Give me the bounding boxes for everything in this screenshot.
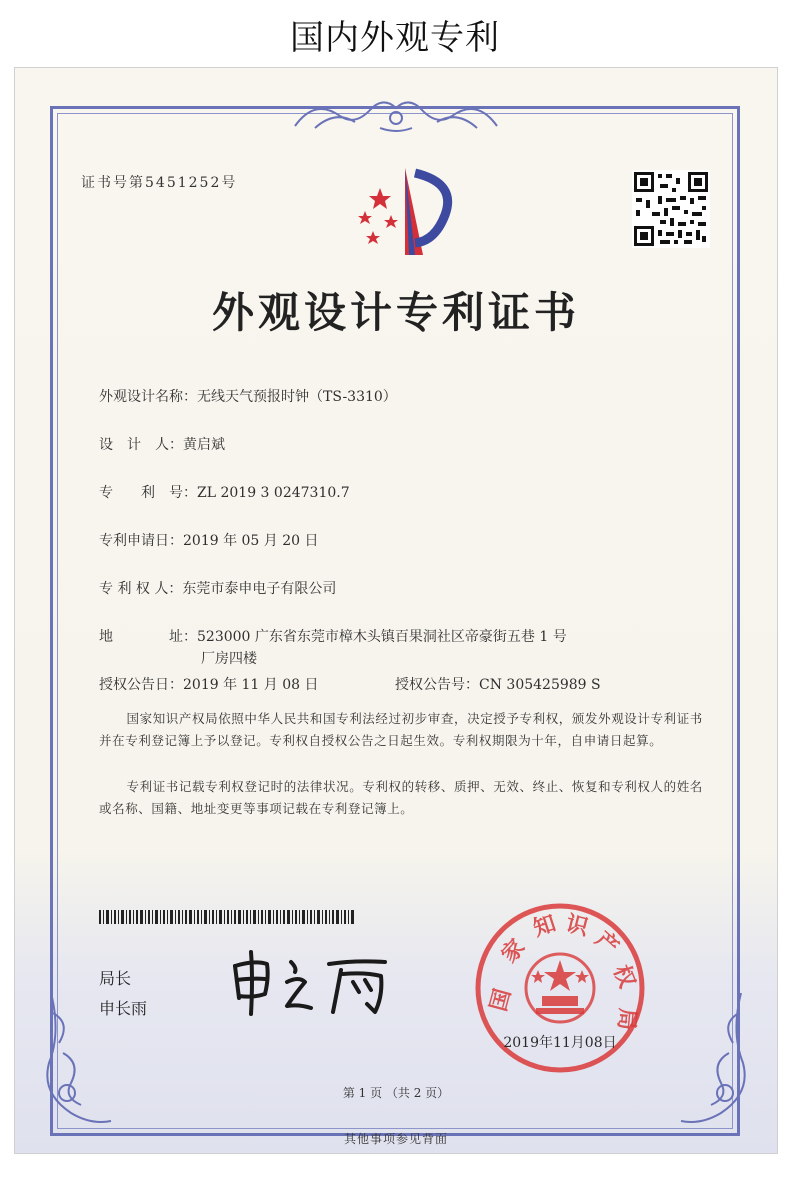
filing-date-value: 2019 年 05 月 20 日 xyxy=(183,533,319,549)
patent-certificate xyxy=(14,67,778,1154)
address-value-line2: 厂房四楼 xyxy=(201,651,257,667)
svg-text:局: 局 xyxy=(612,1006,641,1032)
designer-value: 黄启斌 xyxy=(183,437,225,453)
barcode-icon xyxy=(99,910,355,924)
page-number: 第 1 页 （共 2 页） xyxy=(342,1086,450,1100)
svg-text:知: 知 xyxy=(530,910,560,942)
patentee-value: 东莞市泰申电子有限公司 xyxy=(182,581,337,597)
filing-date-field xyxy=(99,530,319,550)
certificate-paragraph-1: 国家知识产权局依照中华人民共和国专利法经过初步审查，决定授予专利权，颁发外观设计专利证书并在专利登记簿上予以登记。专利权自授权公告之日起生效。专利权期限为十年，自申请日起算。 xyxy=(99,711,703,748)
svg-text:权: 权 xyxy=(607,961,641,992)
grant-number-field xyxy=(395,674,601,694)
grant-number-value: CN 305425989 S xyxy=(479,677,601,693)
design-name-label: 外观设计名称： xyxy=(99,389,197,405)
address-label: 地 址： xyxy=(99,629,197,645)
patent-office-emblem-icon xyxy=(345,163,455,258)
patent-number-value: ZL 2019 3 0247310.7 xyxy=(197,485,350,501)
certificate-title: 外观设计专利证书 xyxy=(211,288,580,337)
design-name-value: 无线天气预报时钟（TS-3310） xyxy=(197,389,397,405)
signer-title: 局长 xyxy=(99,969,132,988)
design-name-field xyxy=(99,386,397,406)
patent-number-label: 专 利 号： xyxy=(99,485,197,501)
address-value-line1: 523000 广东省东莞市樟木头镇百果洞社区帝豪街五巷 1 号 xyxy=(197,629,567,645)
patentee-field xyxy=(99,578,336,598)
handwritten-signature-icon xyxy=(225,948,405,1018)
qr-code-icon xyxy=(632,170,710,248)
designer-label: 设 计 人： xyxy=(99,437,183,453)
grant-date-value: 2019 年 11 月 08 日 xyxy=(183,677,319,693)
grant-number-label: 授权公告号： xyxy=(395,677,479,693)
certificate-number: 证书号第5451252号 xyxy=(81,175,238,191)
top-ornament-icon xyxy=(285,88,507,138)
address-field xyxy=(99,626,567,646)
svg-text:产: 产 xyxy=(590,926,624,961)
page-heading: 国内外观专利 xyxy=(290,18,500,58)
designer-field xyxy=(99,434,225,454)
grant-date-field xyxy=(99,674,319,694)
svg-text:家: 家 xyxy=(496,934,531,968)
svg-text:国: 国 xyxy=(485,986,517,1015)
certificate-paragraph-2: 专利证书记载专利权登记时的法律状况。专利权的转移、质押、无效、终止、恢复和专利权人的姓名或名称、国籍、地址变更等事项记载在专利登记簿上。 xyxy=(99,779,703,816)
footer-note: 其他事项参见背面 xyxy=(343,1132,448,1146)
grant-date-label: 授权公告日： xyxy=(99,677,183,693)
bottom-right-ornament-icon xyxy=(671,993,751,1133)
svg-text:识: 识 xyxy=(563,910,591,942)
patent-number-field xyxy=(99,482,350,502)
signer-name: 申长雨 xyxy=(99,999,148,1018)
patentee-label: 专 利 权 人： xyxy=(99,581,183,597)
filing-date-label: 专利申请日： xyxy=(99,533,183,549)
seal-date: 2019年11月08日 xyxy=(503,1035,617,1051)
